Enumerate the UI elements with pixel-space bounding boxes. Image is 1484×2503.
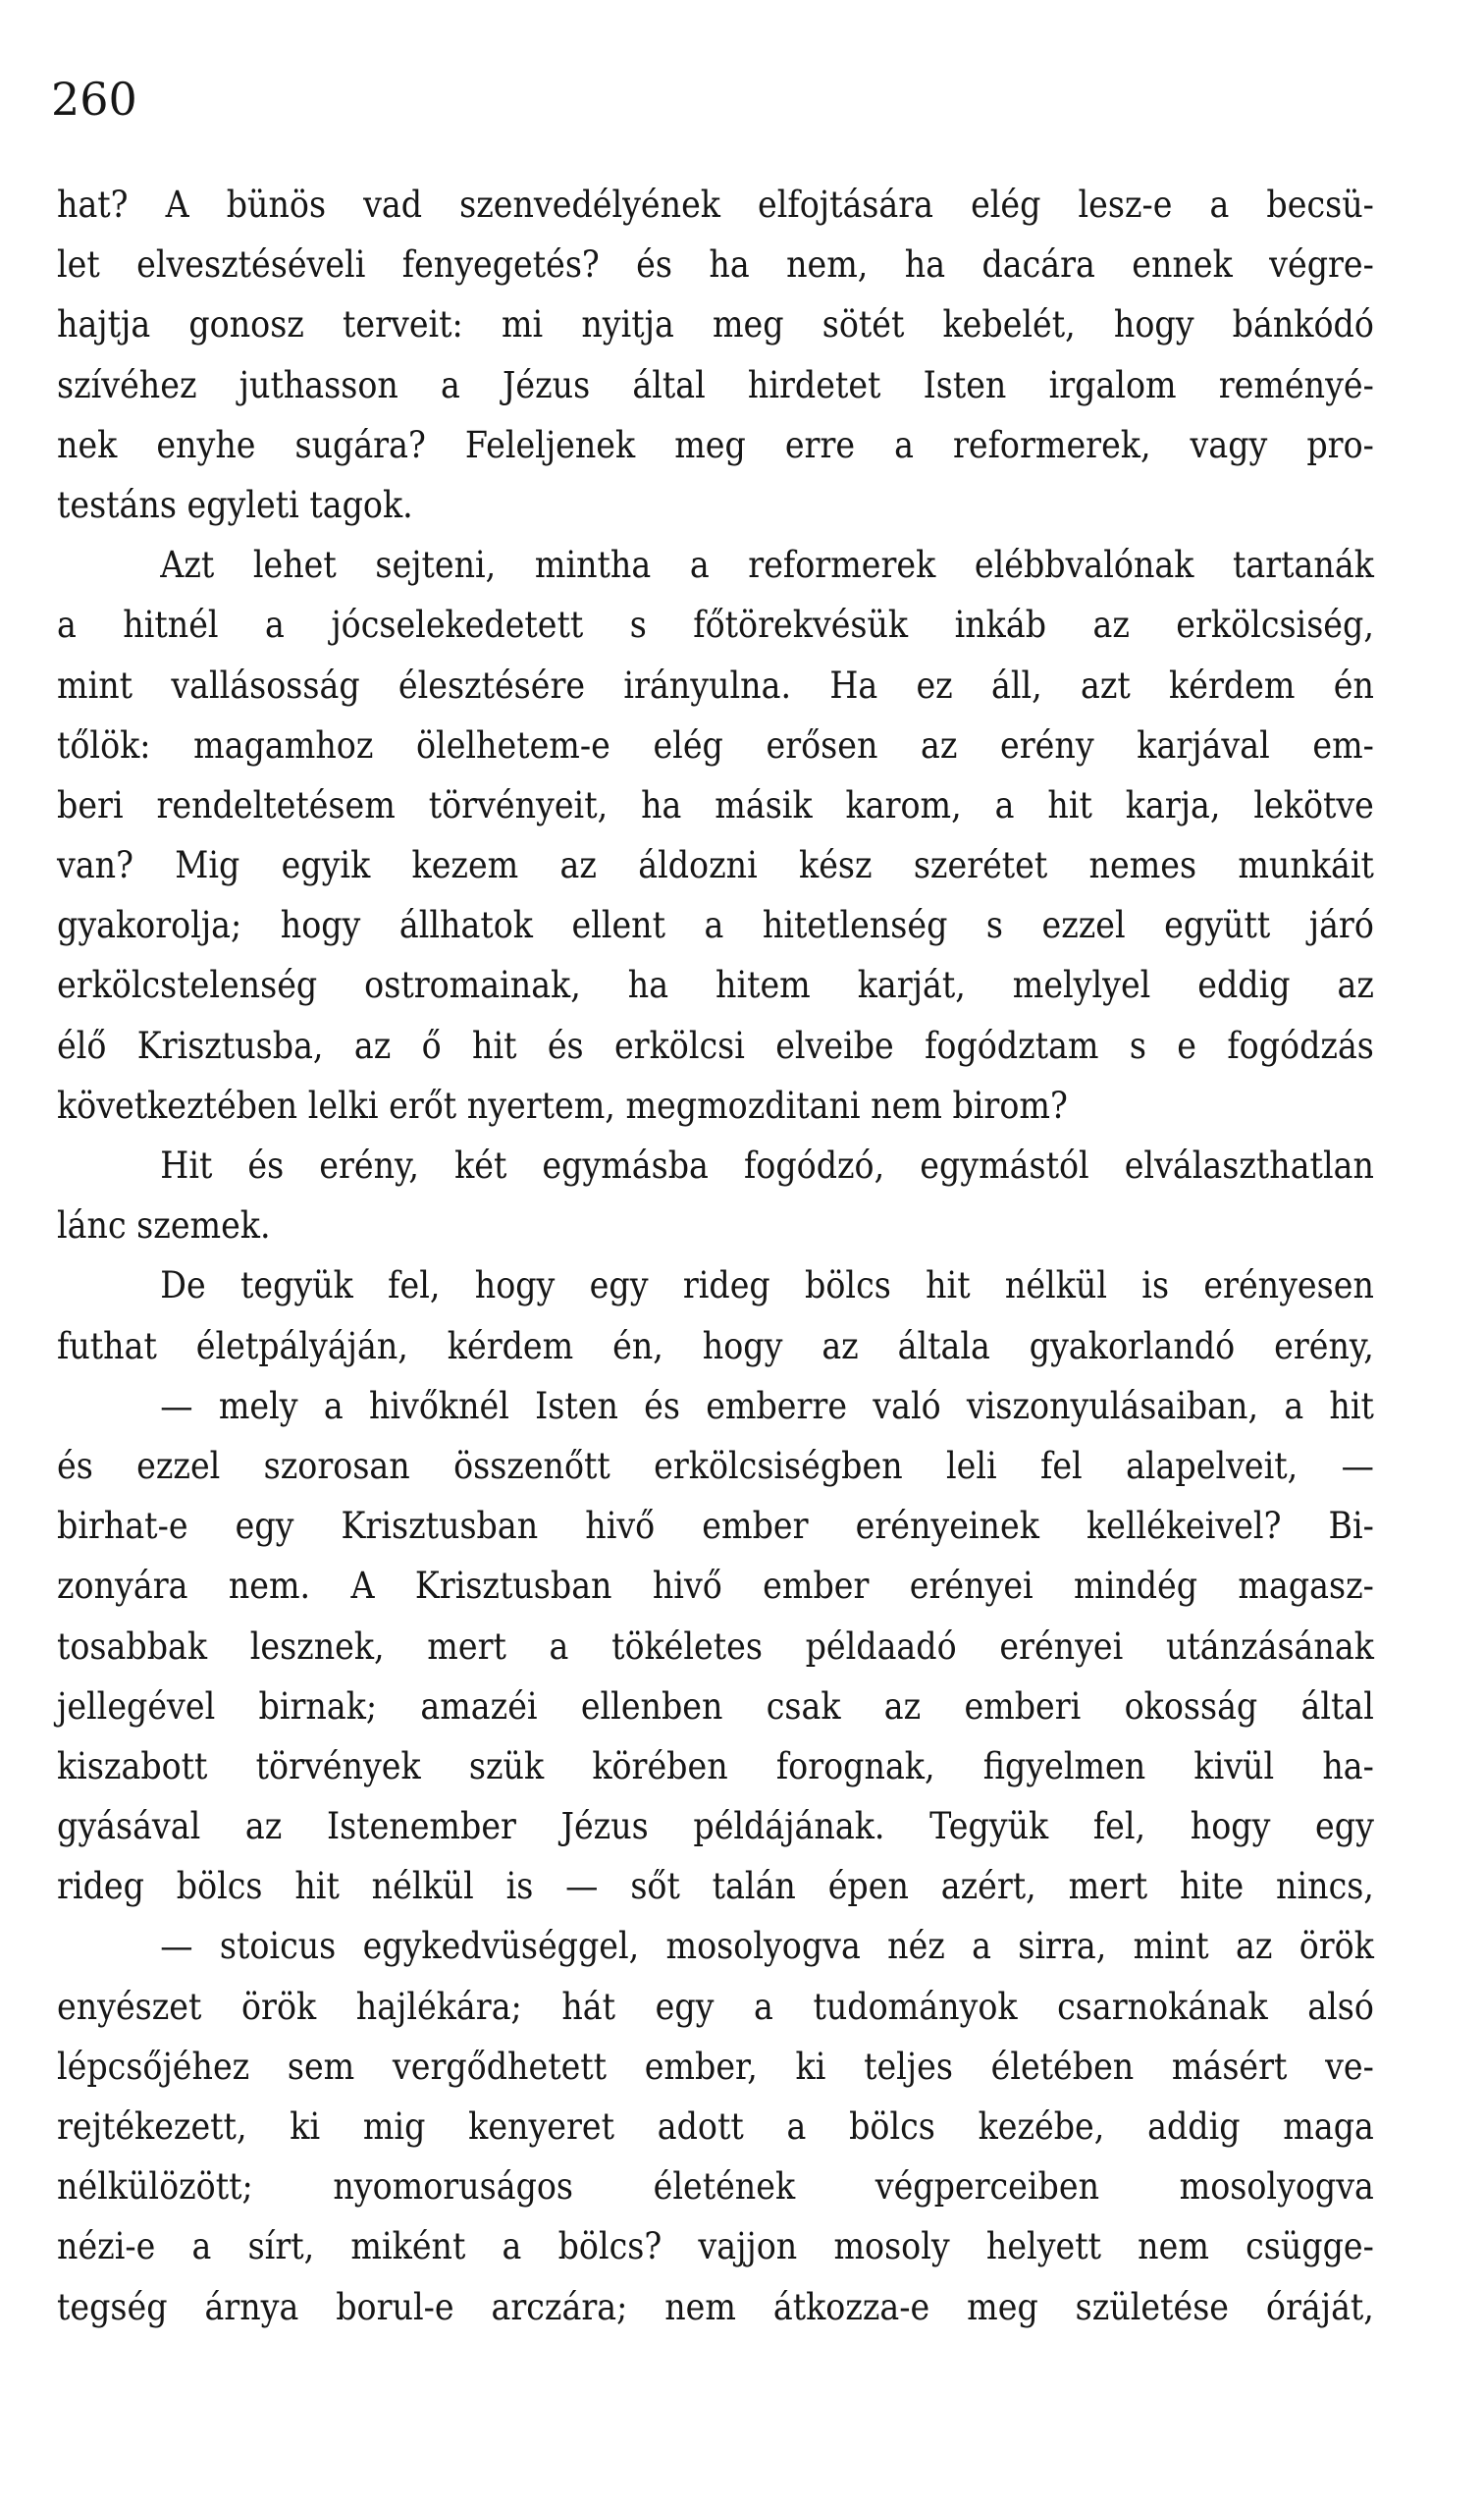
text-line: zonyára nem. A Krisztusban hivő ember erényei mindég magasz-	[57, 1565, 1374, 1608]
text-line: Azt lehet sejteni, mintha a reformerek elébbvalónak tartanák	[160, 544, 1374, 587]
body-text	[57, 175, 1374, 2337]
text-line: mint vallásosság élesztésére irányulna. Ha ez áll, azt kérdem én	[57, 664, 1374, 707]
text-line: tegség árnya borul-e arczára; nem átkozza-e meg születése óráját,	[57, 2285, 1374, 2328]
text-line: hajtja gonosz terveit: mi nyitja meg sötét kebelét, hogy bánkódó	[57, 303, 1374, 346]
text-line: tosabbak lesznek, mert a tökéletes példaadó erényei utánzásának	[57, 1624, 1374, 1668]
text-line: lánc szemek.	[57, 1204, 271, 1248]
text-line: rideg bölcs hit nélkül is — sőt talán épen azért, mert hite nincs,	[57, 1865, 1374, 1908]
text-line: a hitnél a jócselekedetett s főtörekvésük inkáb az erkölcsiség,	[57, 604, 1374, 647]
text-line: testáns egyleti tagok.	[57, 483, 413, 526]
page-number: 260	[51, 73, 137, 126]
text-line: van? Mig egyik kezem az áldozni kész szerétet nemes munkáit	[57, 844, 1374, 887]
text-line: — stoicus egykedvüséggel, mosolyogva néz a sirra, mint az örök	[160, 1925, 1374, 1968]
text-line: futhat életpályáján, kérdem én, hogy az általa gyakorlandó erény,	[57, 1324, 1374, 1367]
text-line: nek enyhe sugára? Feleljenek meg erre a reformerek, vagy pro-	[57, 423, 1374, 466]
text-line: hat? A bünös vad szenvedélyének elfojtására elég lesz-e a becsü-	[57, 184, 1374, 226]
text-line: enyészet örök hajlékára; hát egy a tudományok csarnokának alsó	[57, 1985, 1374, 2028]
text-line: — mely a hivőknél Isten és emberre való viszonyulásaiban, a hit	[160, 1384, 1374, 1427]
text-line: gyásával az Istenember Jézus példájának. Tegyük fel, hogy egy	[57, 1805, 1374, 1848]
text-line: birhat-e egy Krisztusban hivő ember erényeinek kellékeivel? Bi-	[57, 1505, 1374, 1548]
text-line: jellegével birnak; amazéi ellenben csak az emberi okosság által	[57, 1684, 1374, 1728]
text-line: szívéhez juthasson a Jézus által hirdetet Isten irgalom reményé-	[57, 363, 1374, 406]
text-line: és ezzel szorosan összenőtt erkölcsiségben leli fel alapelveit, —	[57, 1444, 1374, 1487]
text-line: beri rendeltetésem törvényeit, ha másik karom, a hit karja, lekötve	[57, 783, 1374, 826]
text-line: erkölcstelenség ostromainak, ha hitem karját, melylyel eddig az	[57, 964, 1374, 1007]
text-line: következtében lelki erőt nyertem, megmozditani nem birom?	[57, 1084, 1068, 1127]
text-line: gyakorolja; hogy állhatok ellent a hitetlenség s ezzel együtt járó	[57, 904, 1374, 947]
text-line: De tegyük fel, hogy egy rideg bölcs hit nélkül is erényesen	[160, 1264, 1374, 1307]
text-line: kiszabott törvények szük körében forognak, figyelmen kivül ha-	[57, 1744, 1374, 1787]
text-line: let elvesztéséveli fenyegetés? és ha nem, ha dacára ennek végre-	[57, 243, 1374, 287]
text-line: nézi-e a sírt, miként a bölcs? vajjon mosoly helyett nem csügge-	[57, 2225, 1374, 2268]
text-line: Hit és erény, két egymásba fogódzó, egymástól elválaszthatlan	[160, 1145, 1374, 1187]
text-line: lépcsőjéhez sem vergődhetett ember, ki teljes életében másért ve-	[57, 2045, 1374, 2088]
text-line: rejtékezett, ki mig kenyeret adott a bölcs kezébe, addig maga	[57, 2105, 1374, 2148]
text-line: élő Krisztusba, az ő hit és erkölcsi elveibe fogództam s e fogódzás	[57, 1024, 1374, 1067]
text-line: nélkülözött; nyomoruságos életének végperceiben mosolyogva	[57, 2165, 1374, 2209]
text-line: tőlök: magamhoz ölelhetem-e elég erősen az erény karjával em-	[57, 723, 1374, 767]
